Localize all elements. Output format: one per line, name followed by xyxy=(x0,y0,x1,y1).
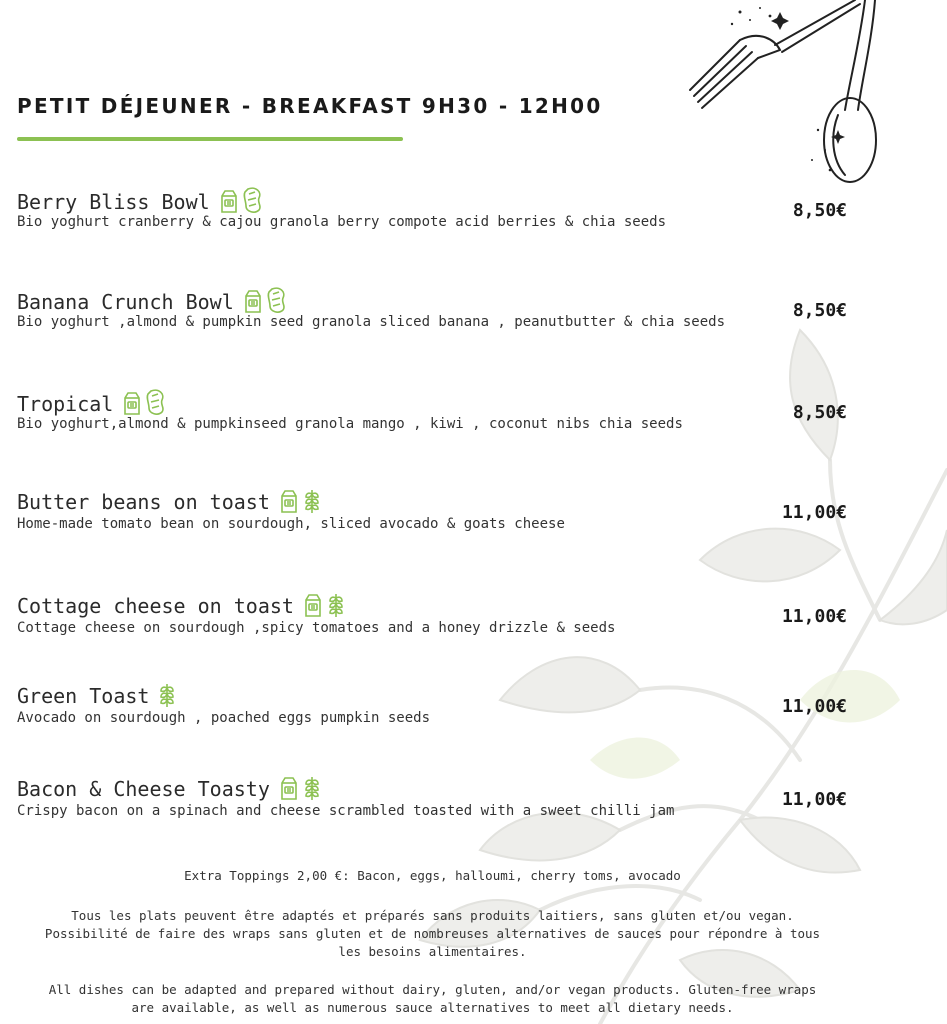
dairy-carton-icon xyxy=(121,390,143,416)
menu-item-description: Avocado on sourdough , poached eggs pumpkin seeds xyxy=(17,710,431,726)
page-title: PETIT DÉJEUNER - BREAKFAST 9H30 - 12H00 xyxy=(17,94,603,118)
menu-item-name-row xyxy=(17,488,322,514)
wheat-icon xyxy=(326,592,346,618)
nut-icon xyxy=(266,286,290,314)
french-dietary-note: Tous les plats peuvent être adaptés et préparés sans produits laitiers, sans gluten et/ou vegan. Possibilité de faire des wraps sans gluten et de nombreuses alternatives de sauces pour répondre à tous les besoins alimentaires. xyxy=(44,908,821,959)
dietary-icons xyxy=(278,775,322,801)
menu-item-name-row xyxy=(17,388,169,416)
menu-item-name: Butter beans on toast xyxy=(17,490,270,514)
menu-item-name: Bacon & Cheese Toasty xyxy=(17,777,270,801)
menu-item xyxy=(0,186,947,246)
menu-item-price: 11,00€ xyxy=(781,502,847,523)
menu-item-name: Banana Crunch Bowl xyxy=(17,290,234,314)
menu-item-name-row xyxy=(17,286,290,314)
wheat-icon xyxy=(157,682,177,708)
menu-item-description: Cottage cheese on sourdough ,spicy tomatoes and a honey drizzle & seeds xyxy=(17,620,616,636)
english-dietary-note: All dishes can be adapted and prepared without dairy, gluten, and/or vegan products. Gluten-free wraps are available, as well as numerous sauce alternatives to meet all dietary needs. xyxy=(48,982,817,1015)
dairy-carton-icon xyxy=(242,288,264,314)
dietary-icons xyxy=(302,592,346,618)
menu-item-name: Cottage cheese on toast xyxy=(17,594,294,618)
title-underline xyxy=(17,137,403,141)
menu-item-name: Tropical xyxy=(17,392,114,416)
dietary-icons xyxy=(121,388,169,416)
extras-note: Extra Toppings 2,00 €: Bacon, eggs, halloumi, cherry toms, avocado xyxy=(184,868,681,883)
dairy-carton-icon xyxy=(278,488,300,514)
dietary-icons xyxy=(157,682,177,708)
fork-and-spoon-illustration xyxy=(680,0,890,190)
menu-item-price: 8,50€ xyxy=(792,200,847,221)
menu-item xyxy=(0,592,947,652)
menu-item-description: Crispy bacon on a spinach and cheese scrambled toasted with a sweet chilli jam xyxy=(17,803,675,819)
menu-item xyxy=(0,775,947,835)
menu-item-description: Bio yoghurt ,almond & pumpkin seed granola sliced banana , peanutbutter & chia seeds xyxy=(17,314,726,330)
menu-item-price: 8,50€ xyxy=(792,402,847,423)
menu-item xyxy=(0,286,947,346)
dietary-icons xyxy=(218,186,266,214)
menu-item xyxy=(0,388,947,448)
menu-item-description: Bio yoghurt cranberry & cajou granola berry compote acid berries & chia seeds xyxy=(17,214,667,230)
dairy-carton-icon xyxy=(278,775,300,801)
menu-item-price: 8,50€ xyxy=(792,300,847,321)
nut-icon xyxy=(145,388,169,416)
menu-item-price: 11,00€ xyxy=(781,606,847,627)
dietary-icons xyxy=(278,488,322,514)
menu-item-name: Green Toast xyxy=(17,684,150,708)
menu-item xyxy=(0,488,947,548)
menu-item-name-row xyxy=(17,592,346,618)
menu-item-description: Home-made tomato bean on sourdough, sliced avocado & goats cheese xyxy=(17,516,565,532)
menu-item-price: 11,00€ xyxy=(781,789,847,810)
wheat-icon xyxy=(302,488,322,514)
menu-item xyxy=(0,682,947,742)
menu-item-name-row xyxy=(17,775,322,801)
dairy-carton-icon xyxy=(218,188,240,214)
wheat-icon xyxy=(302,775,322,801)
menu-item-price: 11,00€ xyxy=(781,696,847,717)
menu-item-description: Bio yoghurt,almond & pumpkinseed granola mango , kiwi , coconut nibs chia seeds xyxy=(17,416,683,432)
nut-icon xyxy=(242,186,266,214)
menu-item-name-row xyxy=(17,682,177,708)
menu-item-name: Berry Bliss Bowl xyxy=(17,190,210,214)
menu-item-name-row xyxy=(17,186,266,214)
dairy-carton-icon xyxy=(302,592,324,618)
dietary-icons xyxy=(242,286,290,314)
